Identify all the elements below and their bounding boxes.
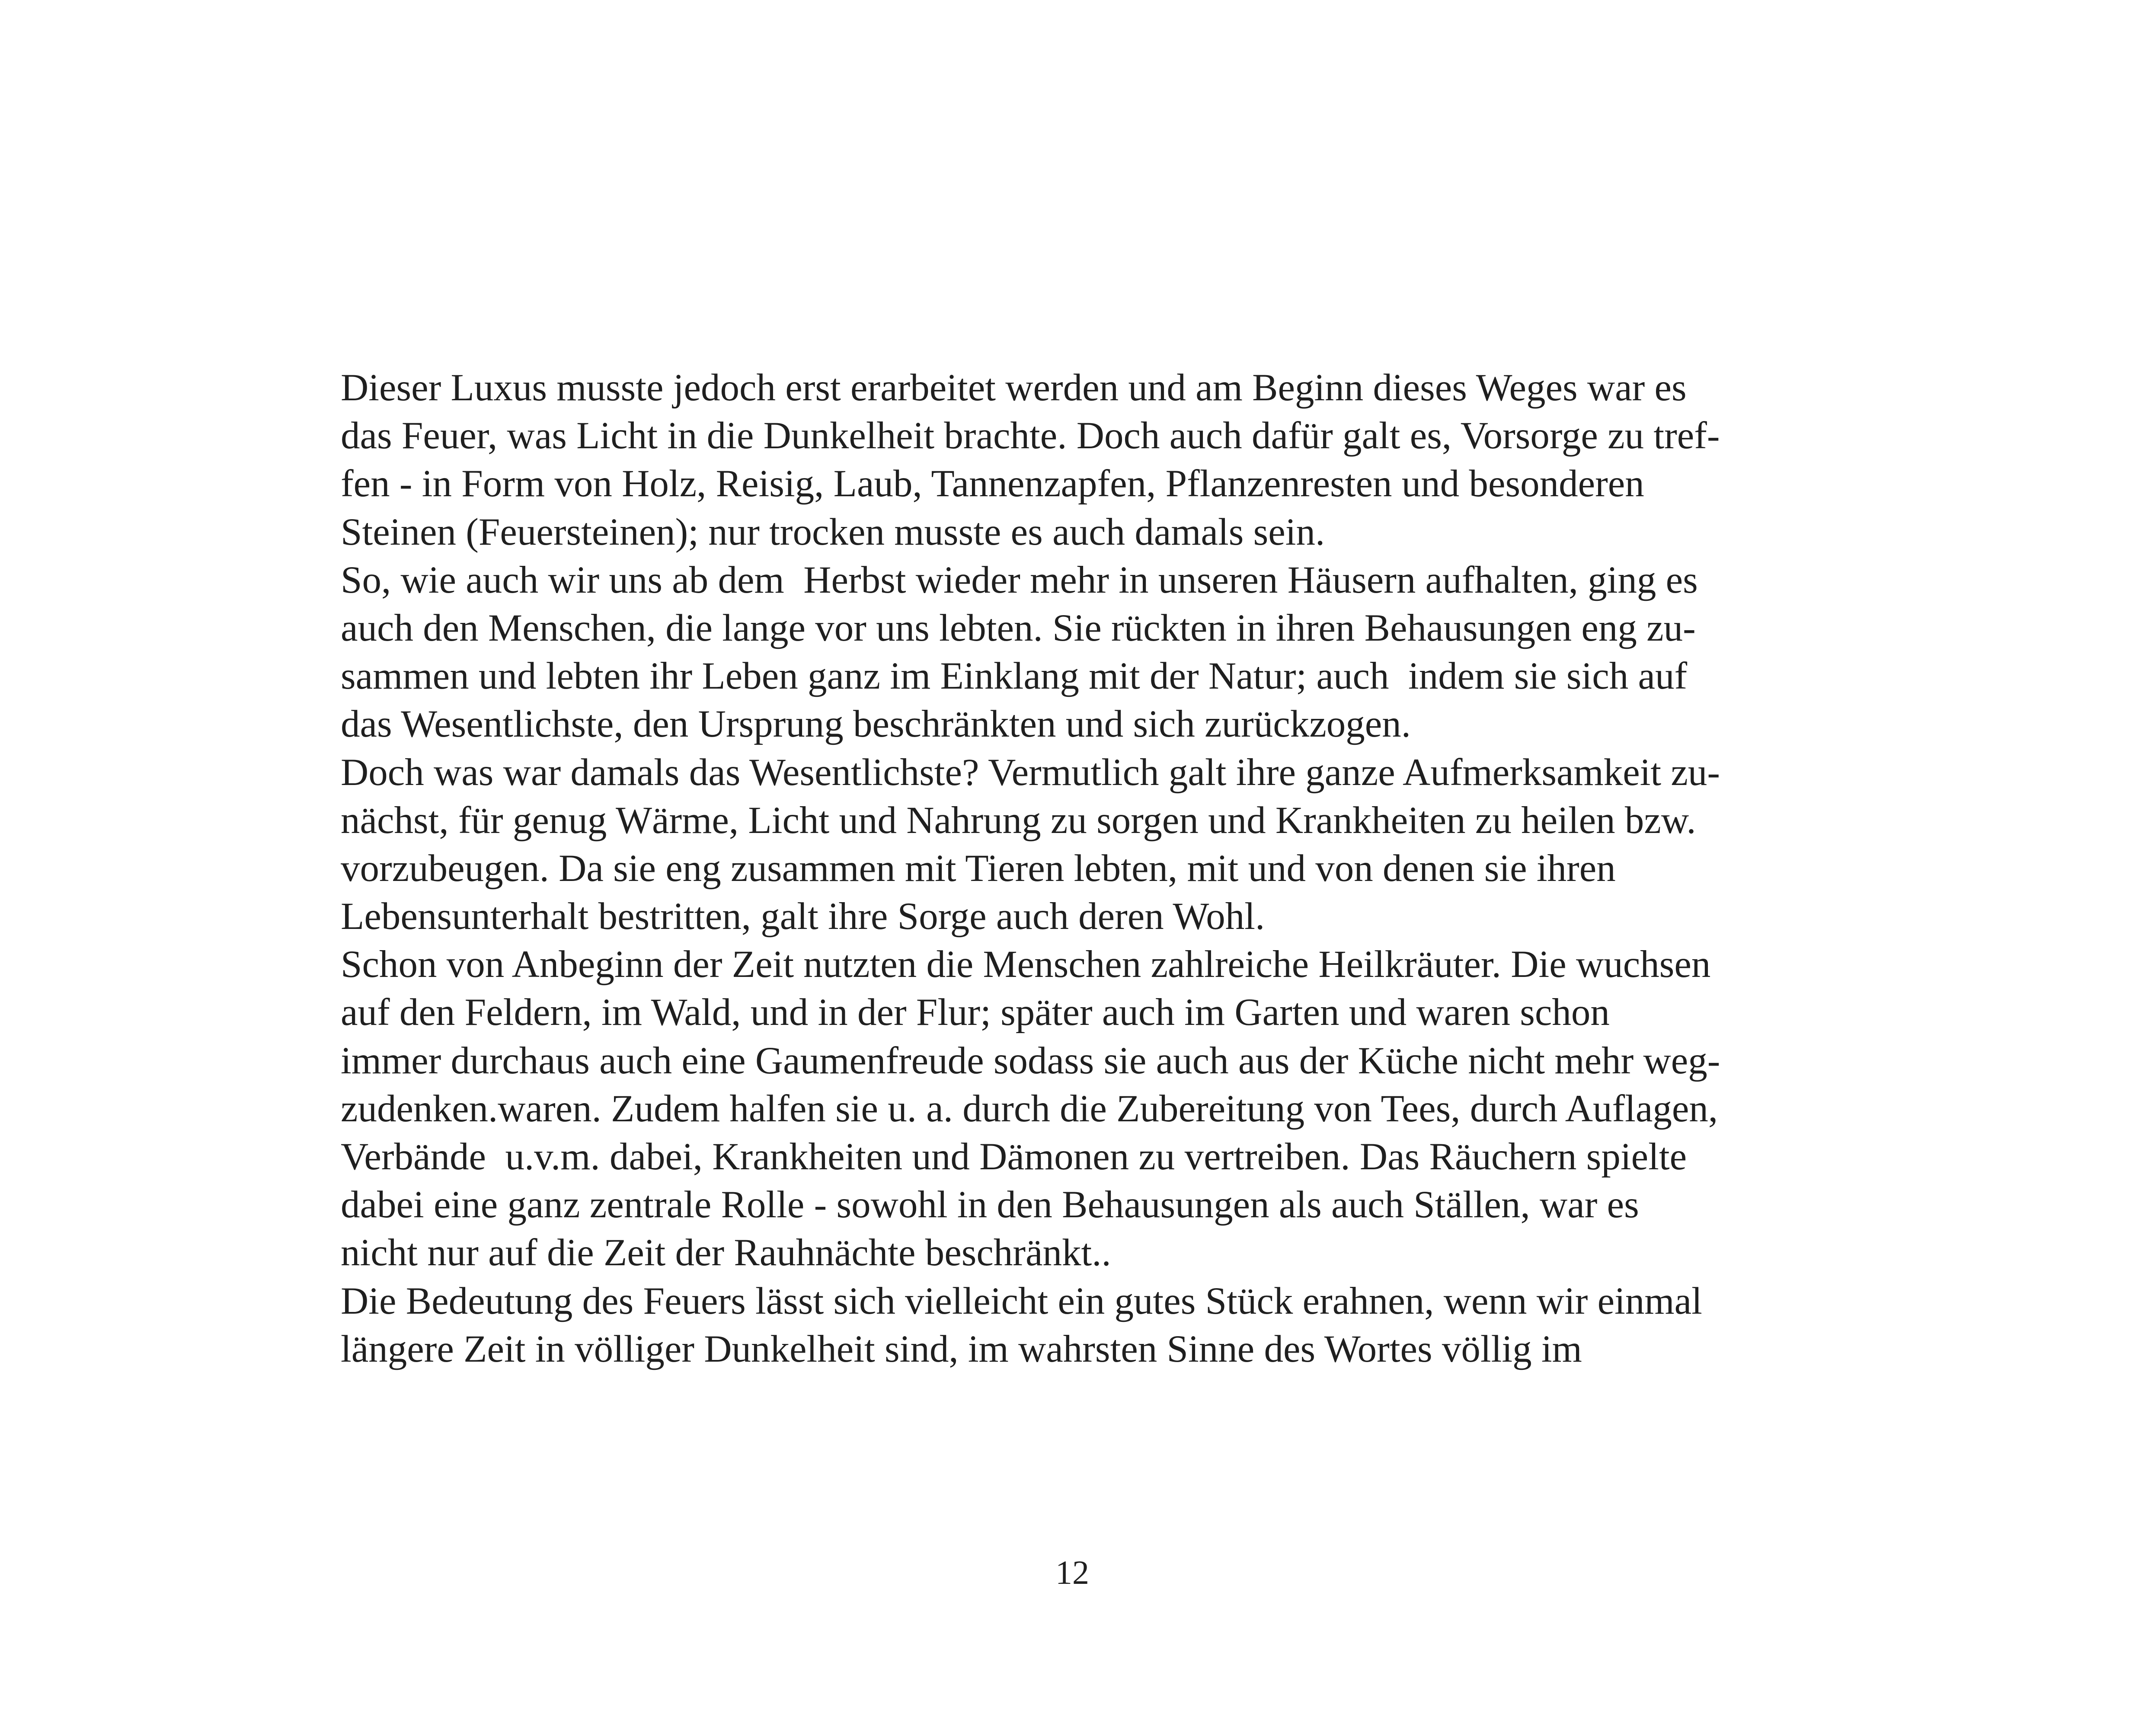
text-line: So, wie auch wir uns ab dem Herbst wieder mehr in unseren Häusern aufhalten, ging es [341,558,1698,601]
text-line: vorzubeugen. Da sie eng zusammen mit Tieren lebten, mit und von denen sie ihren [341,847,1616,890]
text-line: Verbände u.v.m. dabei, Krankheiten und Dämonen zu vertreiben. Das Räuchern spielte [341,1136,1687,1178]
text-line: auch den Menschen, die lange vor uns lebten. Sie rückten in ihren Behausungen eng zu- [341,606,1696,649]
text-line: nächst, für genug Wärme, Licht und Nahrung zu sorgen und Krankheiten zu heilen bzw. [341,799,1696,842]
text-line: dabei eine ganz zentrale Rolle - sowohl in den Behausungen als auch Ställen, war es [341,1184,1639,1226]
body-text [341,364,1940,1373]
text-line: Schon von Anbeginn der Zeit nutzten die Menschen zahlreiche Heilkräuter. Die wuchsen [341,943,1711,986]
text-line: Steinen (Feuersteinen); nur trocken musste es auch damals sein. [341,511,1325,553]
text-line: sammen und lebten ihr Leben ganz im Einklang mit der Natur; auch indem sie sich auf [341,655,1688,698]
text-line: längere Zeit in völliger Dunkelheit sind, im wahrsten Sinne des Wortes völlig im [341,1328,1582,1370]
text-line: Doch was war damals das Wesentlichste? Vermutlich galt ihre ganze Aufmerksamkeit zu- [341,751,1720,794]
text-line: immer durchaus auch eine Gaumenfreude sodass sie auch aus der Küche nicht mehr weg- [341,1039,1720,1082]
text-line: Dieser Luxus musste jedoch erst erarbeitet werden und am Beginn dieses Weges war es [341,367,1687,409]
text-line: Die Bedeutung des Feuers lässt sich vielleicht ein gutes Stück erahnen, wenn wir einmal [341,1280,1702,1322]
text-line: nicht nur auf die Zeit der Rauhnächte beschränkt.. [341,1232,1111,1274]
text-line: fen - in Form von Holz, Reisig, Laub, Tannenzapfen, Pflanzenresten und besonderen [341,463,1644,505]
page-number: 12 [1055,1554,1089,1591]
text-line: zudenken.waren. Zudem halfen sie u. a. durch die Zubereitung von Tees, durch Auflagen, [341,1087,1718,1130]
text-line: das Feuer, was Licht in die Dunkelheit brachte. Doch auch dafür galt es, Vorsorge zu tref- [341,415,1720,457]
text-line: Lebensunterhalt bestritten, galt ihre Sorge auch deren Wohl. [341,895,1265,938]
text-line: auf den Feldern, im Wald, und in der Flur; später auch im Garten und waren schon [341,991,1610,1034]
text-line: das Wesentlichste, den Ursprung beschränkten und sich zurückzogen. [341,703,1411,746]
